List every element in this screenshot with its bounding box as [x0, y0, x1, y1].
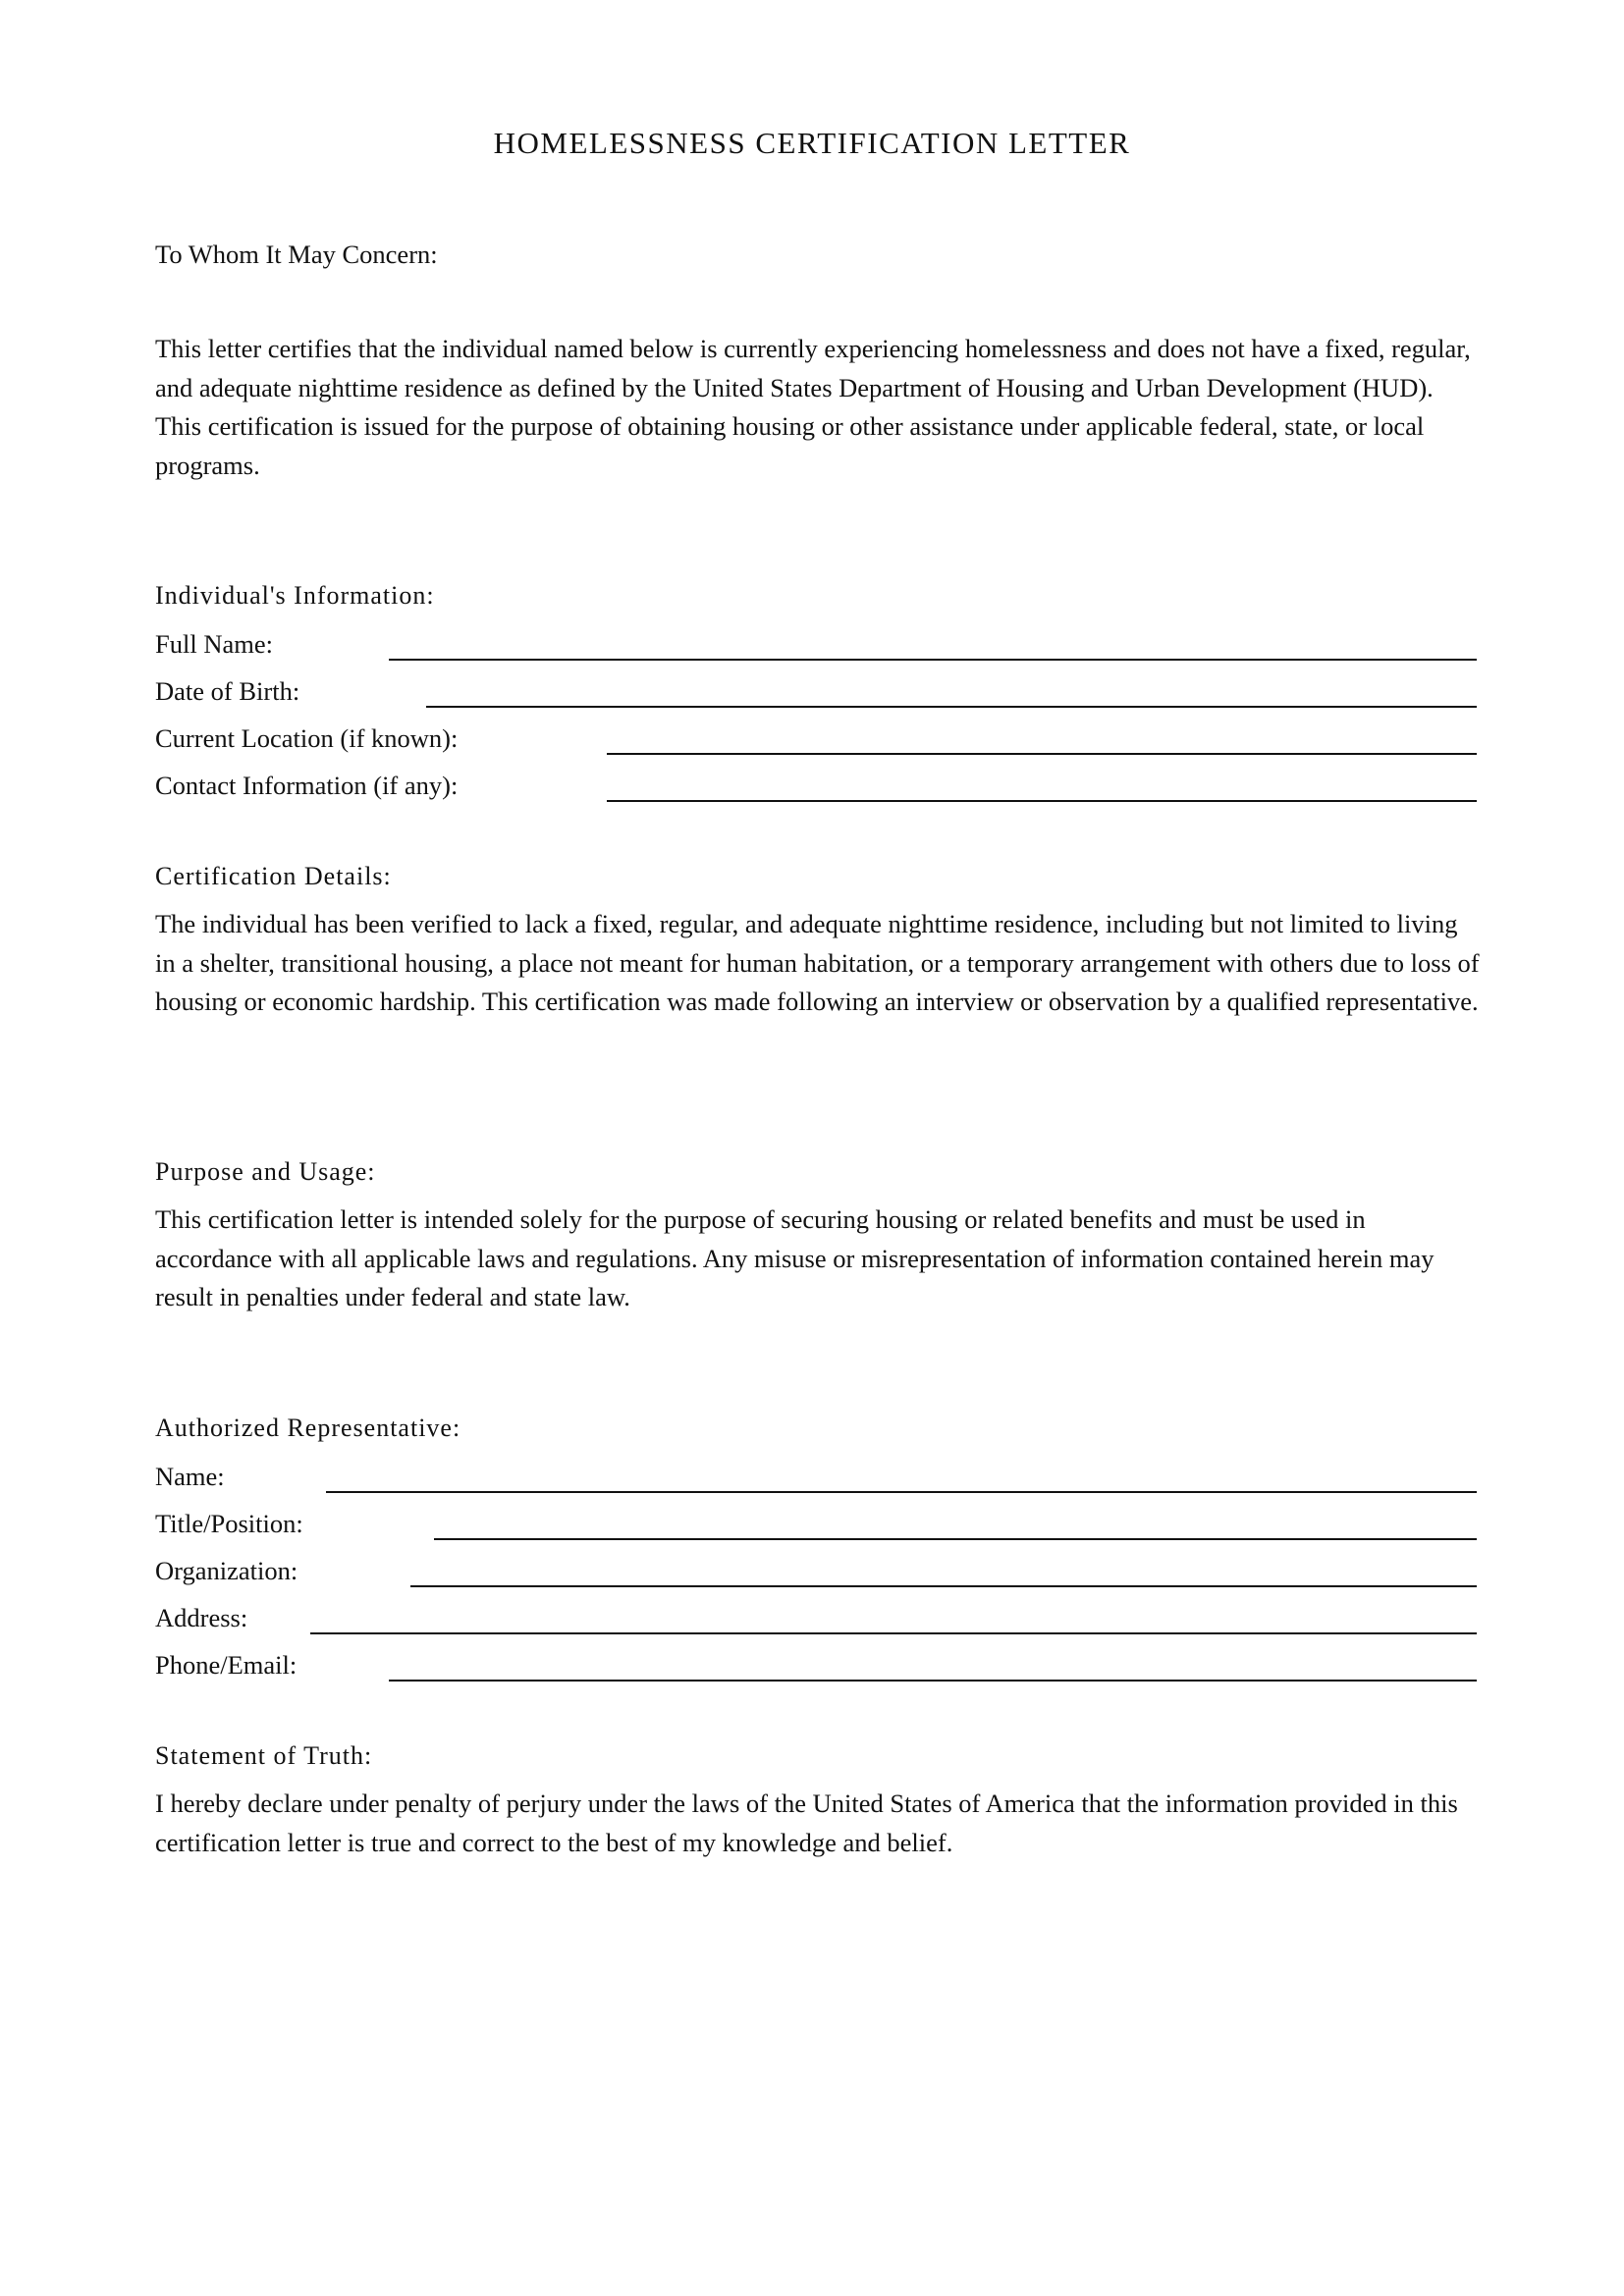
- contact-info-row: [155, 766, 1477, 805]
- contact-info-field[interactable]: [607, 800, 1477, 802]
- full-name-row: [155, 624, 1477, 664]
- contact-info-label: Contact Information (if any):: [155, 771, 459, 800]
- rep-name-field[interactable]: [326, 1491, 1477, 1493]
- rep-address-label: Address:: [155, 1603, 248, 1632]
- rep-phone-email-label: Phone/Email:: [155, 1650, 298, 1680]
- date-of-birth-field[interactable]: [426, 706, 1477, 708]
- purpose-usage-heading: Purpose and Usage:: [155, 1157, 376, 1186]
- individual-info-heading: Individual's Information:: [155, 581, 435, 610]
- rep-organization-label: Organization:: [155, 1556, 298, 1585]
- rep-address-row: [155, 1598, 1477, 1637]
- certification-details-heading: Certification Details:: [155, 862, 392, 890]
- current-location-label: Current Location (if known):: [155, 723, 459, 753]
- rep-phone-email-row: [155, 1645, 1477, 1684]
- rep-name-row: [155, 1457, 1477, 1496]
- statement-of-truth-paragraph: I hereby declare under penalty of perjury under the laws of the United States of America that the information provided in this certification letter is true and correct to the best of my knowledge and belief.: [155, 1789, 1458, 1857]
- statement-of-truth-heading: Statement of Truth:: [155, 1741, 373, 1770]
- rep-title-label: Title/Position:: [155, 1509, 303, 1538]
- rep-address-field[interactable]: [310, 1632, 1477, 1634]
- current-location-field[interactable]: [607, 753, 1477, 755]
- date-of-birth-label: Date of Birth:: [155, 676, 300, 706]
- certification-details-paragraph: The individual has been verified to lack a fixed, regular, and adequate nighttime residence, including but not limited to living in a shelter, transitional housing, a place not meant for human habitation, or a temporary arrangement with others due to loss of housing or economic hardship. This certification was made following an interview or observation by a qualified representative.: [155, 909, 1480, 1016]
- full-name-label: Full Name:: [155, 629, 273, 659]
- rep-title-field[interactable]: [434, 1538, 1477, 1540]
- rep-organization-row: [155, 1551, 1477, 1590]
- purpose-usage-paragraph: This certification letter is intended solely for the purpose of securing housing or related benefits and must be used in accordance with all applicable laws and regulations. Any misuse or misrepresentation of information contained herein may result in penalties under federal and state law.: [155, 1204, 1435, 1311]
- rep-title-row: [155, 1504, 1477, 1543]
- full-name-field[interactable]: [389, 659, 1477, 661]
- salutation: To Whom It May Concern:: [155, 240, 438, 269]
- current-location-row: [155, 719, 1477, 758]
- authorized-representative-heading: Authorized Representative:: [155, 1414, 461, 1442]
- rep-name-label: Name:: [155, 1462, 225, 1491]
- document-title: HOMELESSNESS CERTIFICATION LETTER: [493, 126, 1131, 160]
- rep-organization-field[interactable]: [410, 1585, 1477, 1587]
- rep-phone-email-field[interactable]: [389, 1680, 1477, 1682]
- intro-paragraph: This letter certifies that the individual named below is currently experiencing homelessness and does not have a fixed, regular, and adequate nighttime residence as defined by the United States Department of Housing and Urban Development (HUD). This certification is issued for the purpose of obtaining housing or other assistance under applicable federal, state, or local programs.: [155, 334, 1471, 480]
- date-of-birth-row: [155, 671, 1477, 711]
